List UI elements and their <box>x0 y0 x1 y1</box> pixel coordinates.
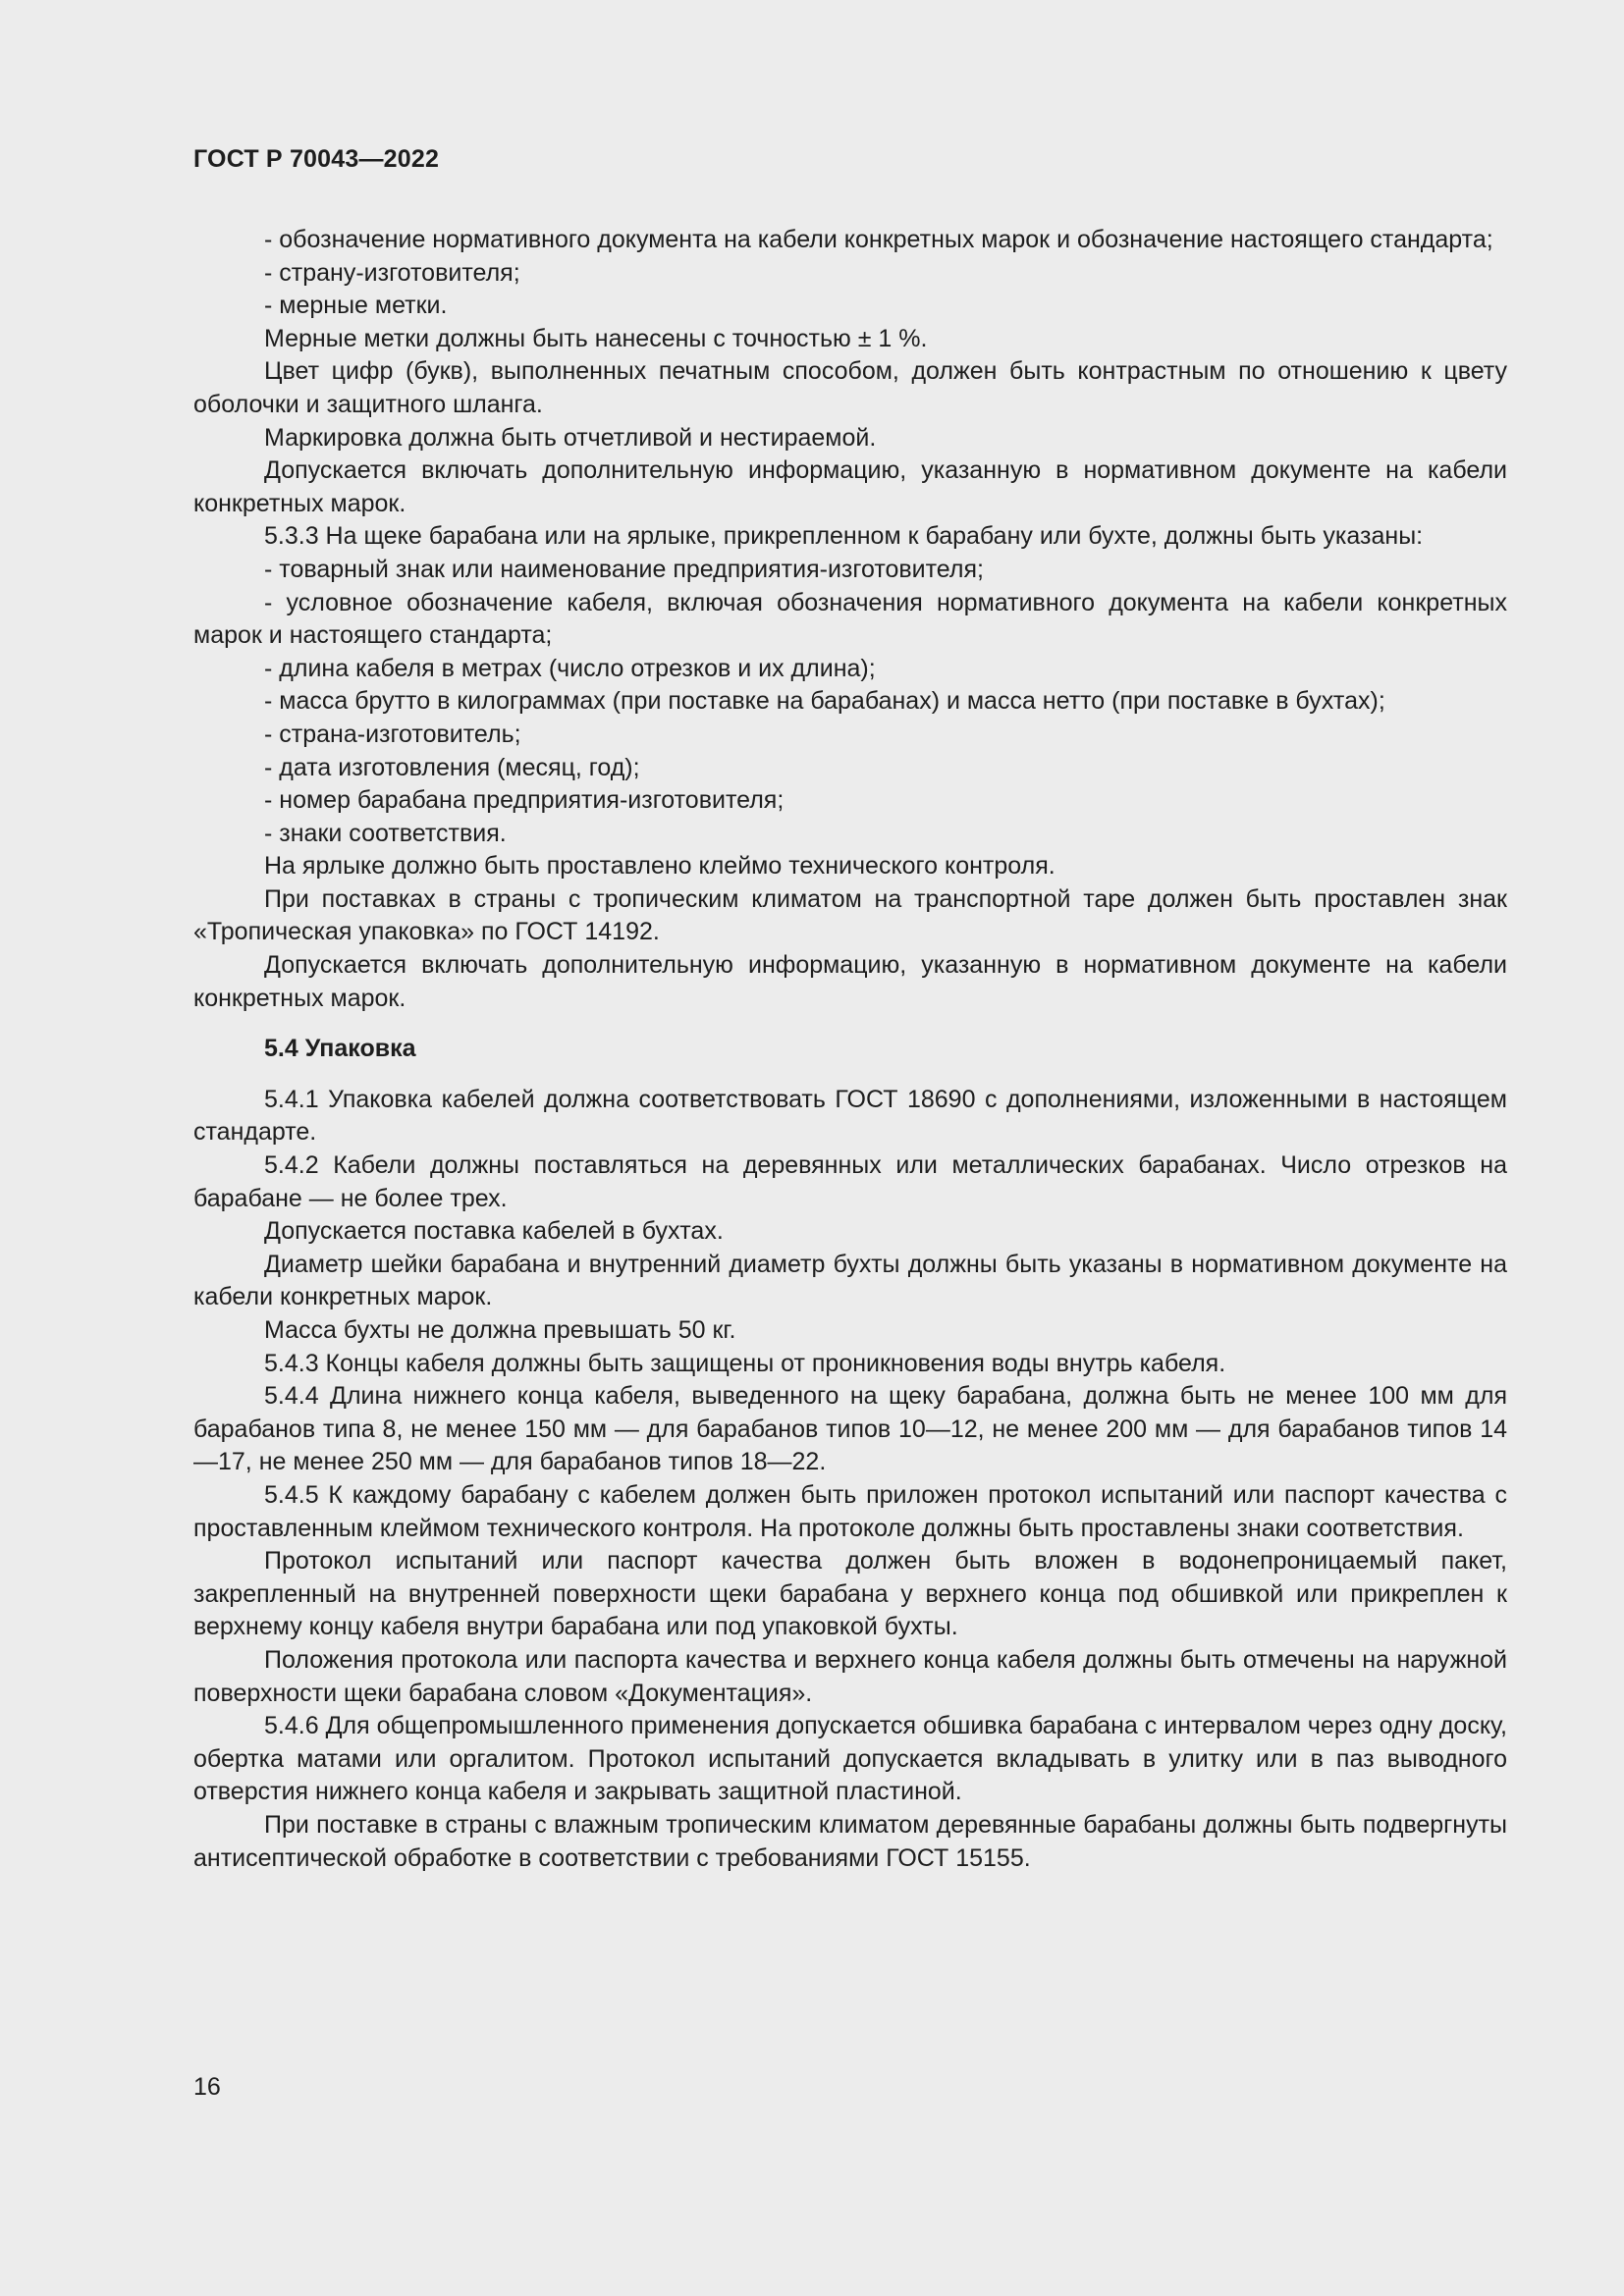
list-item-country-manufacturer: - страна-изготовитель; <box>264 720 521 748</box>
list-item-cable-designation: - условное обозначение кабеля, включая обозначения нормативного документа на кабели конкретных марок и настоящего стандарта; <box>193 588 1507 650</box>
list-item-cable-length: - длина кабеля в метрах (число отрезков и их длина); <box>264 654 876 682</box>
list-item-measure-marks: - мерные метки. <box>264 292 448 320</box>
paragraph-documentation-mark: Положения протокола или паспорта качества и верхнего конца кабеля должны быть отмечены на наружной поверхности щеки барабана словом «Документация». <box>193 1645 1507 1707</box>
clause-5-4-1: 5.4.1 Упаковка кабелей должна соответствовать ГОСТ 18690 с дополнениями, изложенными в настоящем стандарте. <box>193 1085 1507 1147</box>
page-number: 16 <box>193 2073 221 2101</box>
document-header: ГОСТ Р 70043—2022 <box>193 145 440 173</box>
list-item-mass: - масса брутто в килограммах (при поставке на барабанах) и масса нетто (при поставке в бухтах); <box>264 687 1385 716</box>
paragraph-additional-info-2: Допускается включать дополнительную информацию, указанную в нормативном документе на кабели конкретных марок. <box>193 951 1507 1012</box>
paragraph-digit-color: Цвет цифр (букв), выполненных печатным способом, должен быть контрастным по отношению к цвету оболочки и защитного шланга. <box>193 357 1507 418</box>
list-item-standard-designation: - обозначение нормативного документа на кабели конкретных марок и обозначение настоящего стандарта; <box>264 226 1493 253</box>
paragraph-antiseptic-treatment: При поставке в страны с влажным тропическим климатом деревянные барабаны должны быть подвергнуты антисептической обработке в соответствии с требованиями ГОСТ 15155. <box>193 1810 1507 1872</box>
clause-5-4-2: 5.4.2 Кабели должны поставляться на деревянных или металлических барабанах. Число отрезков на барабане — не более трех. <box>193 1151 1507 1212</box>
clause-5-3-3: 5.3.3 На щеке барабана или на ярлыке, прикрепленном к барабану или бухте, должны быть указаны: <box>264 522 1424 551</box>
list-item-conformity-marks: - знаки соответствия. <box>264 819 507 847</box>
clause-5-4-4: 5.4.4 Длина нижнего конца кабеля, выведенного на щеку барабана, должна быть не менее 100 мм для барабанов типа 8, не менее 150 мм — для барабанов типов 10—12, не менее 200 мм — для барабанов типов 14—17, не менее 250 мм — для барабанов типов 18—22. <box>193 1382 1507 1476</box>
list-item-drum-number: - номер барабана предприятия-изготовителя; <box>264 786 785 815</box>
list-item-manufacture-date: - дата изготовления (месяц, год); <box>264 753 640 781</box>
paragraph-tropical-packaging: При поставках в страны с тропическим климатом на транспортной таре должен быть проставлен знак «Тропическая упаковка» по ГОСТ 14192. <box>193 884 1507 946</box>
paragraph-label-stamp: На ярлыке должно быть проставлено клеймо технического контроля. <box>264 852 1056 881</box>
list-item-trademark: - товарный знак или наименование предприятия-изготовителя; <box>264 555 984 583</box>
clause-5-4-3: 5.4.3 Концы кабеля должны быть защищены от проникновения воды внутрь кабеля. <box>264 1349 1226 1377</box>
paragraph-coil-delivery: Допускается поставка кабелей в бухтах. <box>264 1217 724 1246</box>
paragraph-measure-accuracy: Мерные метки должны быть нанесены с точностью ± 1 %. <box>264 324 928 352</box>
paragraph-protocol-packet: Протокол испытаний или паспорт качества должен быть вложен в водонепроницаемый пакет, закрепленный на внутренней поверхности щеки барабана у верхнего конца под обшивкой или прикреплен к верхнему концу кабеля внутри барабана или под упаковкой бухты. <box>193 1547 1507 1641</box>
list-item-country: - страну-изготовителя; <box>264 258 520 287</box>
paragraph-marking-quality: Маркировка должна быть отчетливой и нестираемой. <box>264 423 877 452</box>
paragraph-drum-diameter: Диаметр шейки барабана и внутренний диаметр бухты должны быть указаны в нормативном документе на кабели конкретных марок. <box>193 1250 1507 1311</box>
section-heading-5-4: 5.4 Упаковка <box>264 1035 416 1063</box>
paragraph-coil-mass: Масса бухты не должна превышать 50 кг. <box>264 1316 736 1344</box>
clause-5-4-5: 5.4.5 К каждому барабану с кабелем должен быть приложен протокол испытаний или паспорт качества с проставленным клеймом технического контроля. На протоколе должны быть проставлены знаки соответствия. <box>193 1480 1507 1542</box>
clause-5-4-6: 5.4.6 Для общепромышленного применения допускается обшивка барабана с интервалом через одну доску, обертка матами или оргалитом. Протокол испытаний допускается вкладывать в улитку или в паз выводного отверстия нижнего конца кабеля и закрывать защитной пластиной. <box>193 1712 1507 1806</box>
document-body <box>193 224 1507 1875</box>
paragraph-additional-info: Допускается включать дополнительную информацию, указанную в нормативном документе на кабели конкретных марок. <box>193 456 1507 517</box>
